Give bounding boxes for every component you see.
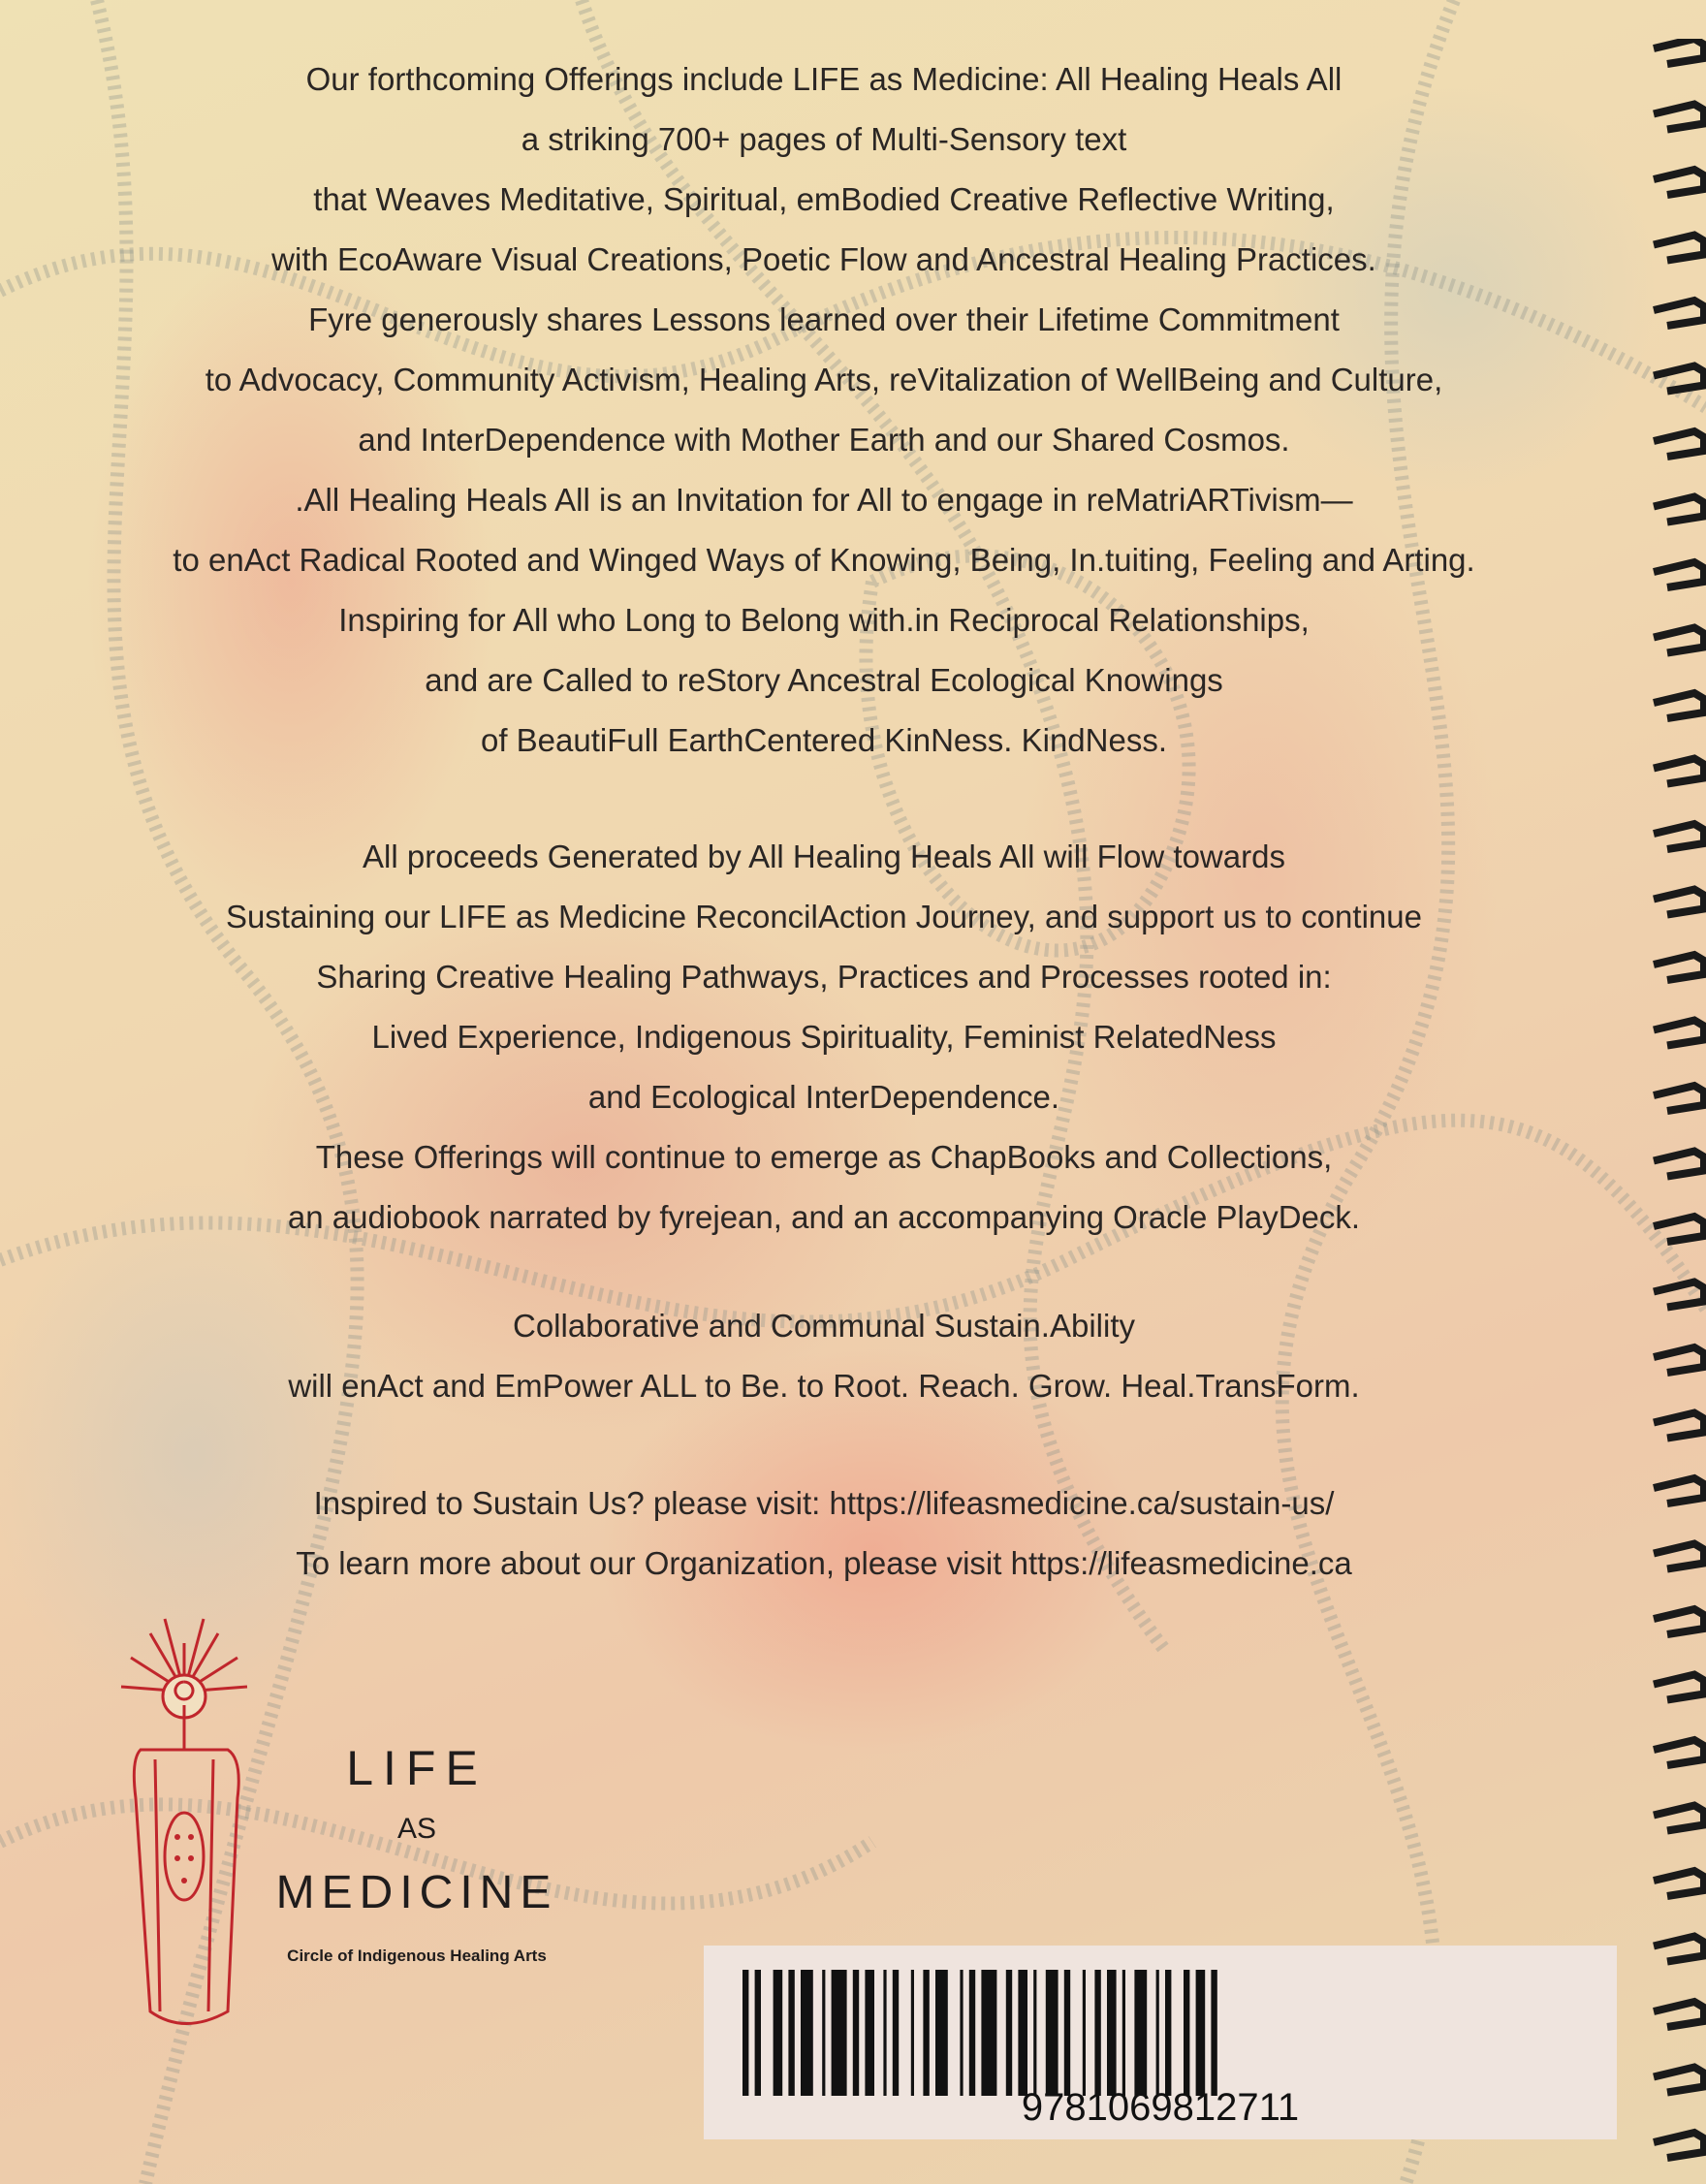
spiral-coil (1654, 955, 1704, 980)
text-line: will enAct and EmPower ALL to Be. to Root. Reach. Grow. Heal.TransForm. (288, 1368, 1360, 1404)
spiral-coil (1654, 39, 1704, 64)
text-line: Sustaining our LIFE as Medicine ReconcilAction Journey, and support us to continue (226, 899, 1422, 934)
barcode-bar (1064, 1970, 1070, 2096)
spiral-coil (1654, 366, 1704, 392)
text-line: of BeautiFull EarthCentered KinNess. KindNess. (480, 722, 1168, 758)
barcode-bar (801, 1970, 813, 2096)
barcode-bar (969, 1970, 975, 2096)
spiral-coil (1654, 890, 1704, 915)
spiral-coil (1654, 1609, 1704, 1634)
logo-title-as: AS (396, 1813, 437, 1845)
spiral-coil (1654, 236, 1704, 261)
spiral-coil (1654, 1217, 1704, 1242)
text-line: Fyre generously shares Lessons learned over their Lifetime Commitment (308, 301, 1340, 337)
text-line: Lived Experience, Indigenous Spirituality, Feminist RelatedNess (371, 1019, 1277, 1055)
spiral-coil (1654, 105, 1704, 130)
barcode-label (704, 1946, 1617, 2139)
organization-link-line: To learn more about our Organization, please visit https://lifeasmedicine.ca (296, 1545, 1352, 1581)
spiral-coil (1654, 1871, 1704, 1896)
barcode-bar (1018, 1970, 1027, 2096)
barcode-bar (755, 1970, 761, 2096)
barcode-bar (1046, 1970, 1058, 2096)
barcode-bar (1122, 1970, 1125, 2096)
logo-tagline: Circle of Indigenous Healing Arts (287, 1947, 547, 1965)
spiral-coil (1654, 1021, 1704, 1046)
sustainability-paragraph (0, 1296, 1648, 1416)
text-line: These Offerings will continue to emerge as ChapBooks and Collections, (315, 1139, 1333, 1175)
barcode-bar (960, 1970, 963, 2096)
text-line: to enAct Radical Rooted and Winged Ways of Knowing, Being, In.tuiting, Feeling and Arting. (173, 542, 1475, 578)
barcode-bar (1033, 1970, 1036, 2096)
barcode-bar (981, 1970, 996, 2096)
barcode-bar (911, 1970, 914, 2096)
barcode-bar (1196, 1970, 1206, 2096)
spiral-coil (1654, 2002, 1704, 2027)
text-line: and are Called to reStory Ancestral Ecological Knowings (425, 662, 1223, 698)
spiral-coil (1654, 1086, 1704, 1111)
barcode-bar (788, 1970, 794, 2096)
spiral-coil (1654, 1740, 1704, 1765)
spiral-coil (1654, 628, 1704, 653)
barcode-bar (1107, 1970, 1117, 2096)
barcode-bar (1006, 1970, 1012, 2096)
barcode-bar (742, 1970, 748, 2096)
spiral-coil (1654, 1347, 1704, 1373)
text-line: Sharing Creative Healing Pathways, Practices and Processes rooted in: (316, 959, 1332, 995)
barcode-bar (893, 1970, 899, 2096)
spiral-coil (1654, 1675, 1704, 1700)
spiral-coil (1654, 824, 1704, 849)
barcode-bar (1094, 1970, 1100, 2096)
spiral-coil (1654, 1413, 1704, 1439)
spiral-coil (1654, 170, 1704, 195)
logo-figure-icon (111, 1604, 257, 2041)
text-line: a striking 700+ pages of Multi-Sensory text (521, 121, 1127, 157)
spiral-coil (1654, 1544, 1704, 1569)
barcode-bar (865, 1970, 874, 2096)
spiral-binding (1648, 39, 1706, 2171)
text-line: Collaborative and Communal Sustain.Ability (513, 1308, 1135, 1344)
spiral-coil (1654, 497, 1704, 522)
barcode-bar (853, 1970, 859, 2096)
spiral-coil (1654, 2068, 1704, 2093)
text-line: .All Healing Heals All is an Invitation for All to engage in reMatriARTivism— (295, 482, 1353, 518)
text-line: Inspiring for All who Long to Belong with.in Reciprocal Relationships, (338, 602, 1310, 638)
spiral-coil (1654, 2133, 1704, 2158)
text-line: All proceeds Generated by All Healing Heals All will Flow towards (363, 839, 1285, 874)
proceeds-paragraph (0, 827, 1648, 1248)
sustain-link-line: Inspired to Sustain Us? please visit: https://lifeasmedicine.ca/sustain-us/ (313, 1485, 1335, 1521)
barcode-bars (742, 1970, 1576, 2096)
barcode-bar (1165, 1970, 1171, 2096)
text-line: and Ecological InterDependence. (587, 1079, 1060, 1115)
barcode-bar (1156, 1970, 1159, 2096)
barcode-bar (832, 1970, 847, 2096)
spiral-coil (1654, 693, 1704, 718)
spiral-coil (1654, 431, 1704, 457)
barcode-bar (1184, 1970, 1189, 2096)
spiral-coil (1654, 1282, 1704, 1308)
spiral-coil (1654, 301, 1704, 326)
text-line: and InterDependence with Mother Earth and our Shared Cosmos. (358, 422, 1290, 458)
barcode-bar (1083, 1970, 1086, 2096)
text-line: Our forthcoming Offerings include LIFE as Medicine: All Healing Heals All (305, 61, 1343, 97)
barcode-bar (923, 1970, 929, 2096)
logo-title-life: LIFE (346, 1741, 488, 1795)
text-line: that Weaves Meditative, Spiritual, emBodied Creative Reflective Writing, (313, 181, 1335, 217)
offerings-paragraph (0, 49, 1648, 771)
barcode-bar (1134, 1970, 1147, 2096)
barcode-bar (822, 1970, 825, 2096)
spiral-coil (1654, 1478, 1704, 1503)
barcode-bar (883, 1970, 886, 2096)
text-line: with EcoAware Visual Creations, Poetic Flow and Ancestral Healing Practices. (271, 241, 1376, 277)
barcode-bar (935, 1970, 948, 2096)
spiral-coil (1654, 1152, 1704, 1177)
barcode-bar (1211, 1970, 1216, 2096)
text-line: an audiobook narrated by fyrejean, and an accompanying Oracle PlayDeck. (287, 1199, 1361, 1235)
spiral-coil (1654, 1806, 1704, 1831)
barcode-bar (774, 1970, 783, 2096)
spiral-coil (1654, 562, 1704, 587)
isbn-number: 9781069812711 (1021, 2086, 1300, 2129)
text-line: to Advocacy, Community Activism, Healing Arts, reVitalization of WellBeing and Culture, (205, 362, 1443, 397)
logo-title-medicine: MEDICINE (275, 1867, 558, 1918)
spiral-coil (1654, 759, 1704, 784)
links-paragraph (0, 1473, 1648, 1594)
spiral-coil (1654, 1937, 1704, 1962)
